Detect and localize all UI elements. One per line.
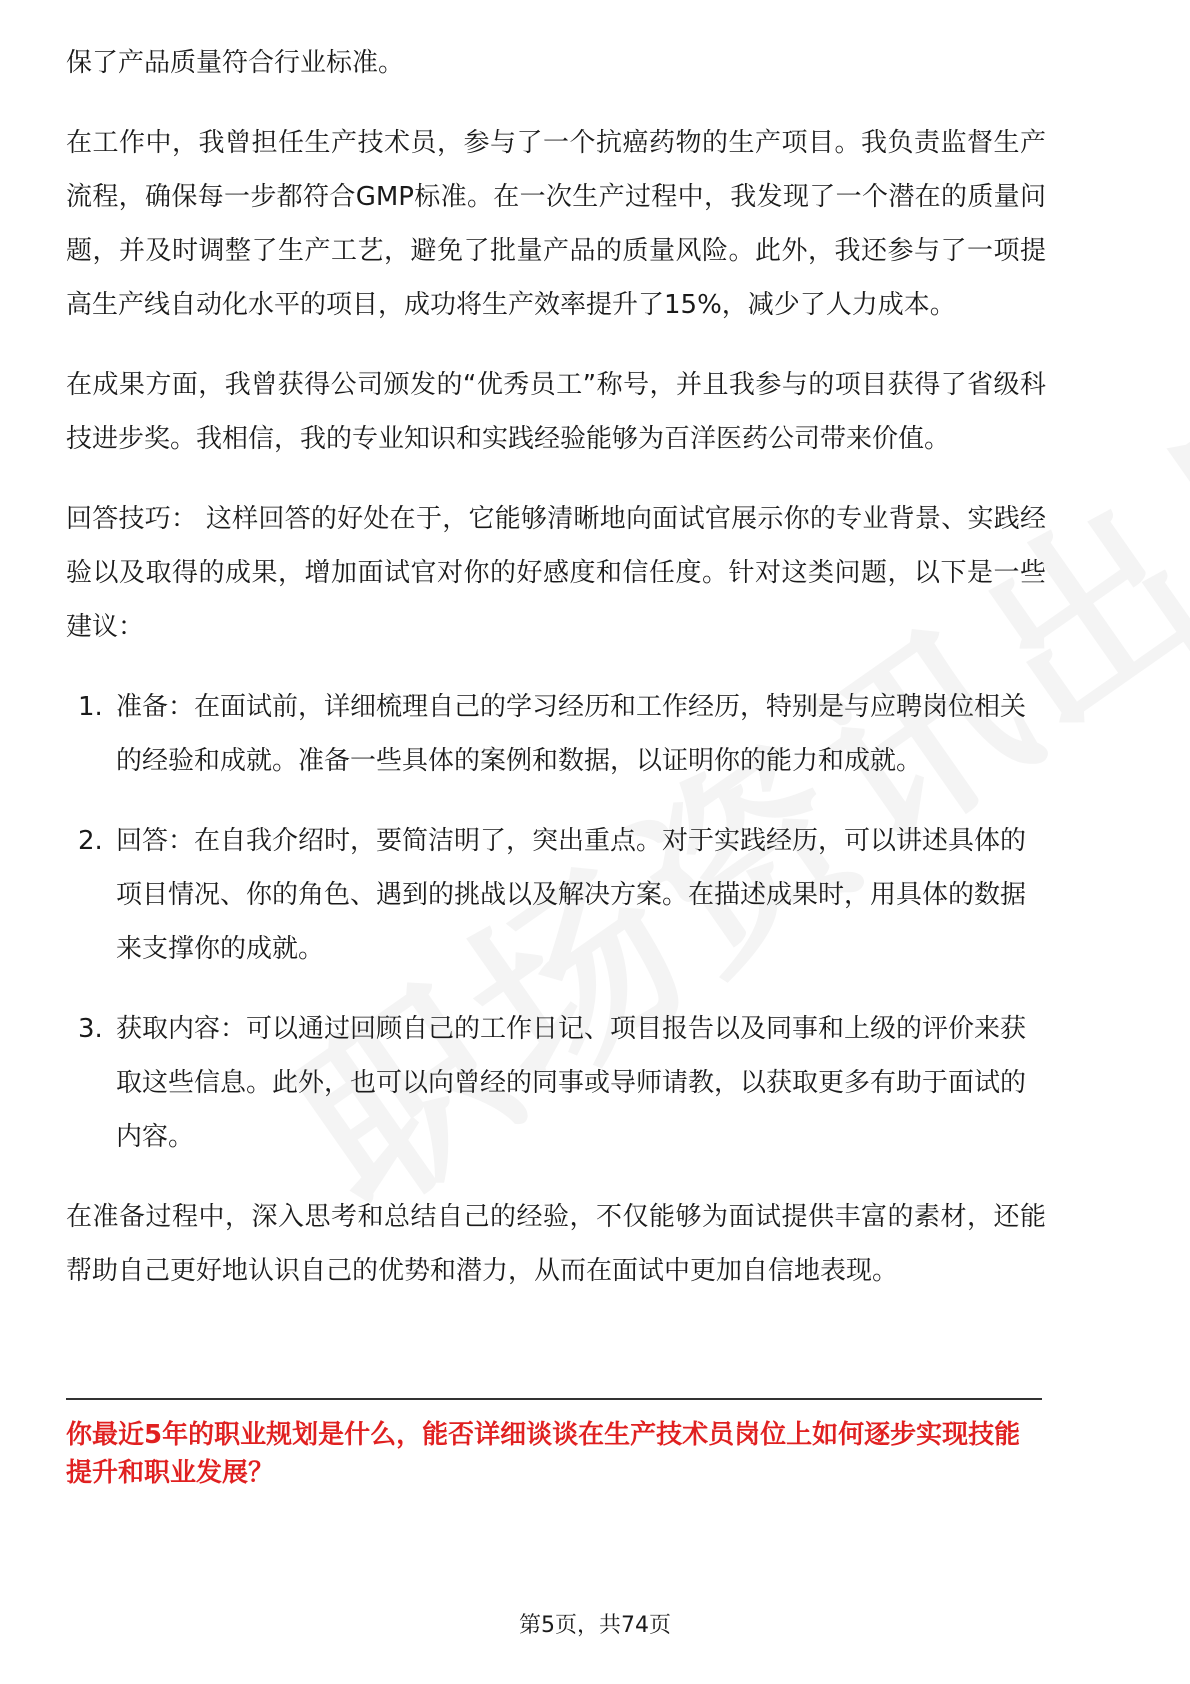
list-item — [66, 814, 1046, 976]
paragraph-achievements: 在成果方面，我曾获得公司颁发的“优秀员工”称号，并且我参与的项目获得了省级科技进步奖。我相信，我的专业知识和实践经验能够为百洋医药公司带来价值。 — [66, 370, 1046, 454]
list-item — [66, 680, 1046, 788]
tips-list — [66, 680, 1046, 1164]
list-item-text: 获取内容：可以通过回顾自己的工作日记、项目报告以及同事和上级的评价来获取这些信息。此外，也可以向曾经的同事或导师请教，以获取更多有助于面试的内容。 — [116, 1014, 1027, 1152]
paragraph-answer-tips: 回答技巧： 这样回答的好处在于，它能够清晰地向面试官展示你的专业背景、实践经验以及取得的成果，增加面试官对你的好感度和信任度。针对这类问题，以下是一些建议： — [66, 504, 1046, 642]
list-item — [66, 1002, 1046, 1164]
list-number: 1. — [78, 692, 103, 722]
body-content — [66, 36, 1046, 1324]
list-number: 2. — [78, 826, 103, 856]
paragraph-closing: 在准备过程中，深入思考和总结自己的经验，不仅能够为面试提供丰富的素材，还能帮助自己更好地认识自己的优势和潜力，从而在面试中更加自信地表现。 — [66, 1202, 1046, 1286]
section-divider — [66, 1398, 1042, 1400]
list-number: 3. — [78, 1014, 103, 1044]
page-footer: 第5页，共74页 — [519, 1613, 671, 1638]
list-item-text: 准备：在面试前，详细梳理自己的学习经历和工作经历，特别是与应聘岗位相关的经验和成就。准备一些具体的案例和数据，以证明你的能力和成就。 — [116, 692, 1027, 776]
paragraph-continuation: 保了产品质量符合行业标准。 — [66, 48, 405, 78]
list-item-text: 回答：在自我介绍时，要简洁明了，突出重点。对于实践经历，可以讲述具体的项目情况、你的角色、遇到的挑战以及解决方案。在描述成果时，用具体的数据来支撑你的成就。 — [116, 826, 1027, 964]
next-question-heading: 你最近5年的职业规划是什么，能否详细谈谈在生产技术员岗位上如何逐步实现技能提升和职业发展？ — [66, 1420, 1021, 1488]
paragraph-work-experience: 在工作中，我曾担任生产技术员，参与了一个抗癌药物的生产项目。我负责监督生产流程，确保每一步都符合GMP标准。在一次生产过程中，我发现了一个潜在的质量问题，并及时调整了生产工艺，避免了批量产品的质量风险。此外，我还参与了一项提高生产线自动化水平的项目，成功将生产效率提升了15%，减少了人力成本。 — [66, 128, 1046, 320]
